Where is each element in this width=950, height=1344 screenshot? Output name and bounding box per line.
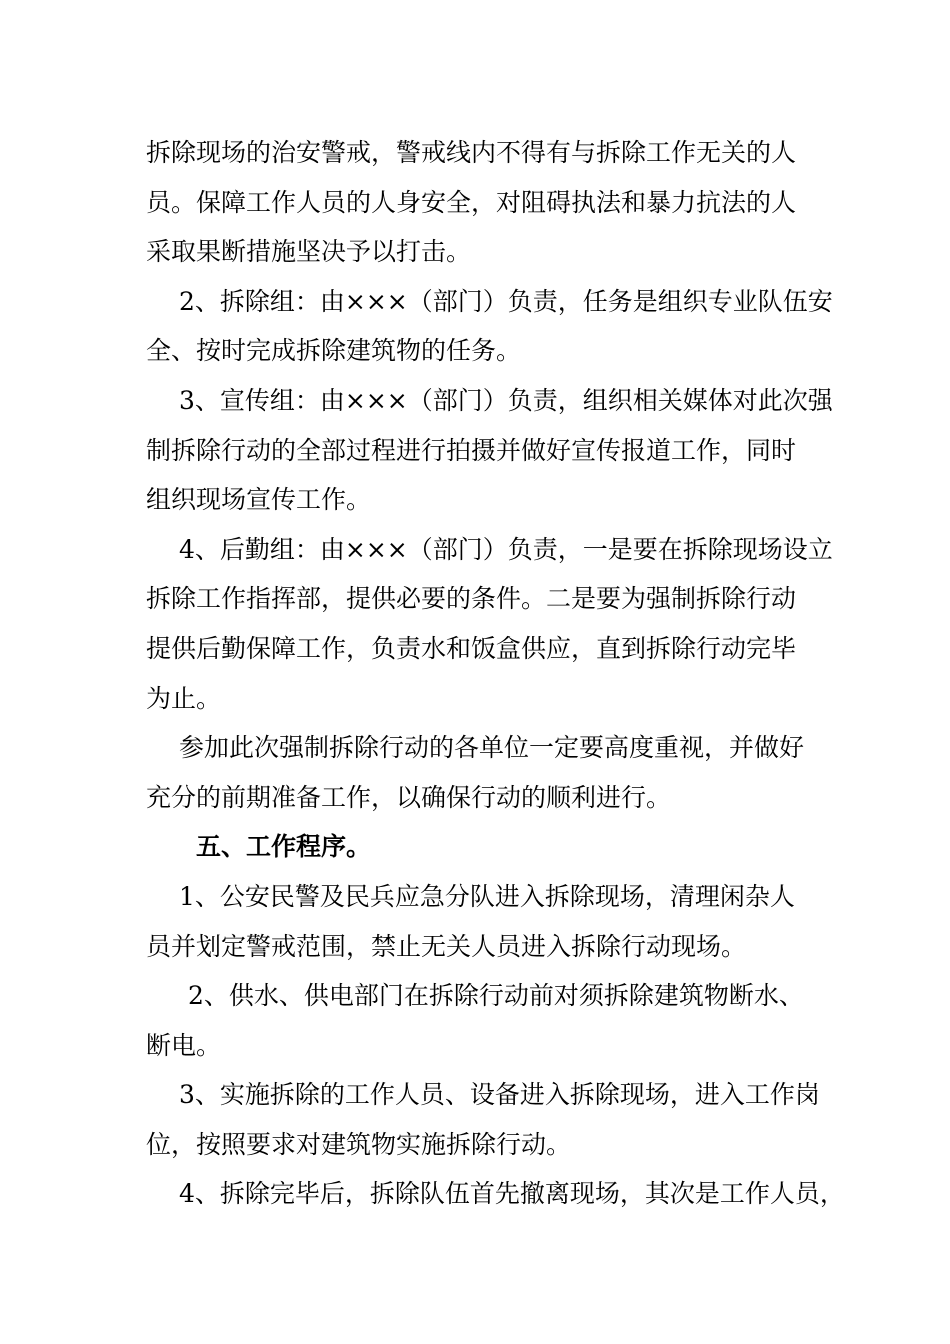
text-line: 采取果断措施坚决予以打击。 [146, 237, 472, 267]
text-line: 全、按时完成拆除建筑物的任务。 [146, 336, 522, 366]
text-line: 3、实施拆除的工作人员、设备进入拆除现场，进入工作岗 [179, 1080, 820, 1110]
text-line: 员并划定警戒范围，禁止无关人员进入拆除行动现场。 [146, 931, 747, 961]
text-line: 参加此次强制拆除行动的各单位一定要高度重视，并做好 [179, 733, 805, 763]
text-line: 制拆除行动的全部过程进行拍摄并做好宣传报道工作，同时 [146, 435, 797, 465]
text-line: 2、供水、供电部门在拆除行动前对须拆除建筑物断水、 [188, 981, 804, 1011]
text-line: 拆除工作指挥部，提供必要的条件。二是要为强制拆除行动 [146, 584, 797, 614]
paragraph-step-2 [146, 971, 810, 1070]
paragraph-security [146, 128, 810, 277]
text-line: 拆除现场的治安警戒，警戒线内不得有与拆除工作无关的人 [146, 138, 797, 167]
section-heading [146, 822, 810, 872]
text-line: 3、宣传组：由×××（部门）负责，组织相关媒体对此次强 [179, 385, 833, 415]
text-line: 4、后勤组：由×××（部门）负责，一是要在拆除现场设立 [179, 534, 833, 564]
text-line: 为止。 [146, 683, 222, 713]
text-line: 4、拆除完毕后，拆除队伍首先撤离现场，其次是工作人员， [179, 1179, 845, 1209]
paragraph-step-1 [146, 872, 810, 971]
text-line: 提供后勤保障工作，负责水和饭盒供应，直到拆除行动完毕 [146, 633, 797, 663]
paragraph-demolition-group [146, 277, 833, 376]
text-line: 1、公安民警及民兵应急分队进入拆除现场，清理闲杂人 [179, 881, 795, 911]
document-body [146, 128, 845, 1219]
text-line: 员。保障工作人员的人身安全，对阻碍执法和暴力抗法的人 [146, 187, 797, 217]
text-line: 2、拆除组：由×××（部门）负责，任务是组织专业队伍安 [179, 286, 833, 316]
paragraph-logistics-group [146, 525, 833, 723]
paragraph-step-4 [146, 1169, 845, 1219]
text-line: 充分的前期准备工作，以确保行动的顺利进行。 [146, 782, 672, 812]
paragraph-publicity-group [146, 376, 833, 525]
paragraph-step-3 [146, 1070, 820, 1169]
text-line: 组织现场宣传工作。 [146, 485, 372, 515]
text-line: 断电。 [146, 1030, 222, 1060]
heading-text: 五、工作程序。 [196, 832, 372, 862]
text-line: 位，按照要求对建筑物实施拆除行动。 [146, 1129, 572, 1159]
paragraph-participants [146, 723, 810, 822]
